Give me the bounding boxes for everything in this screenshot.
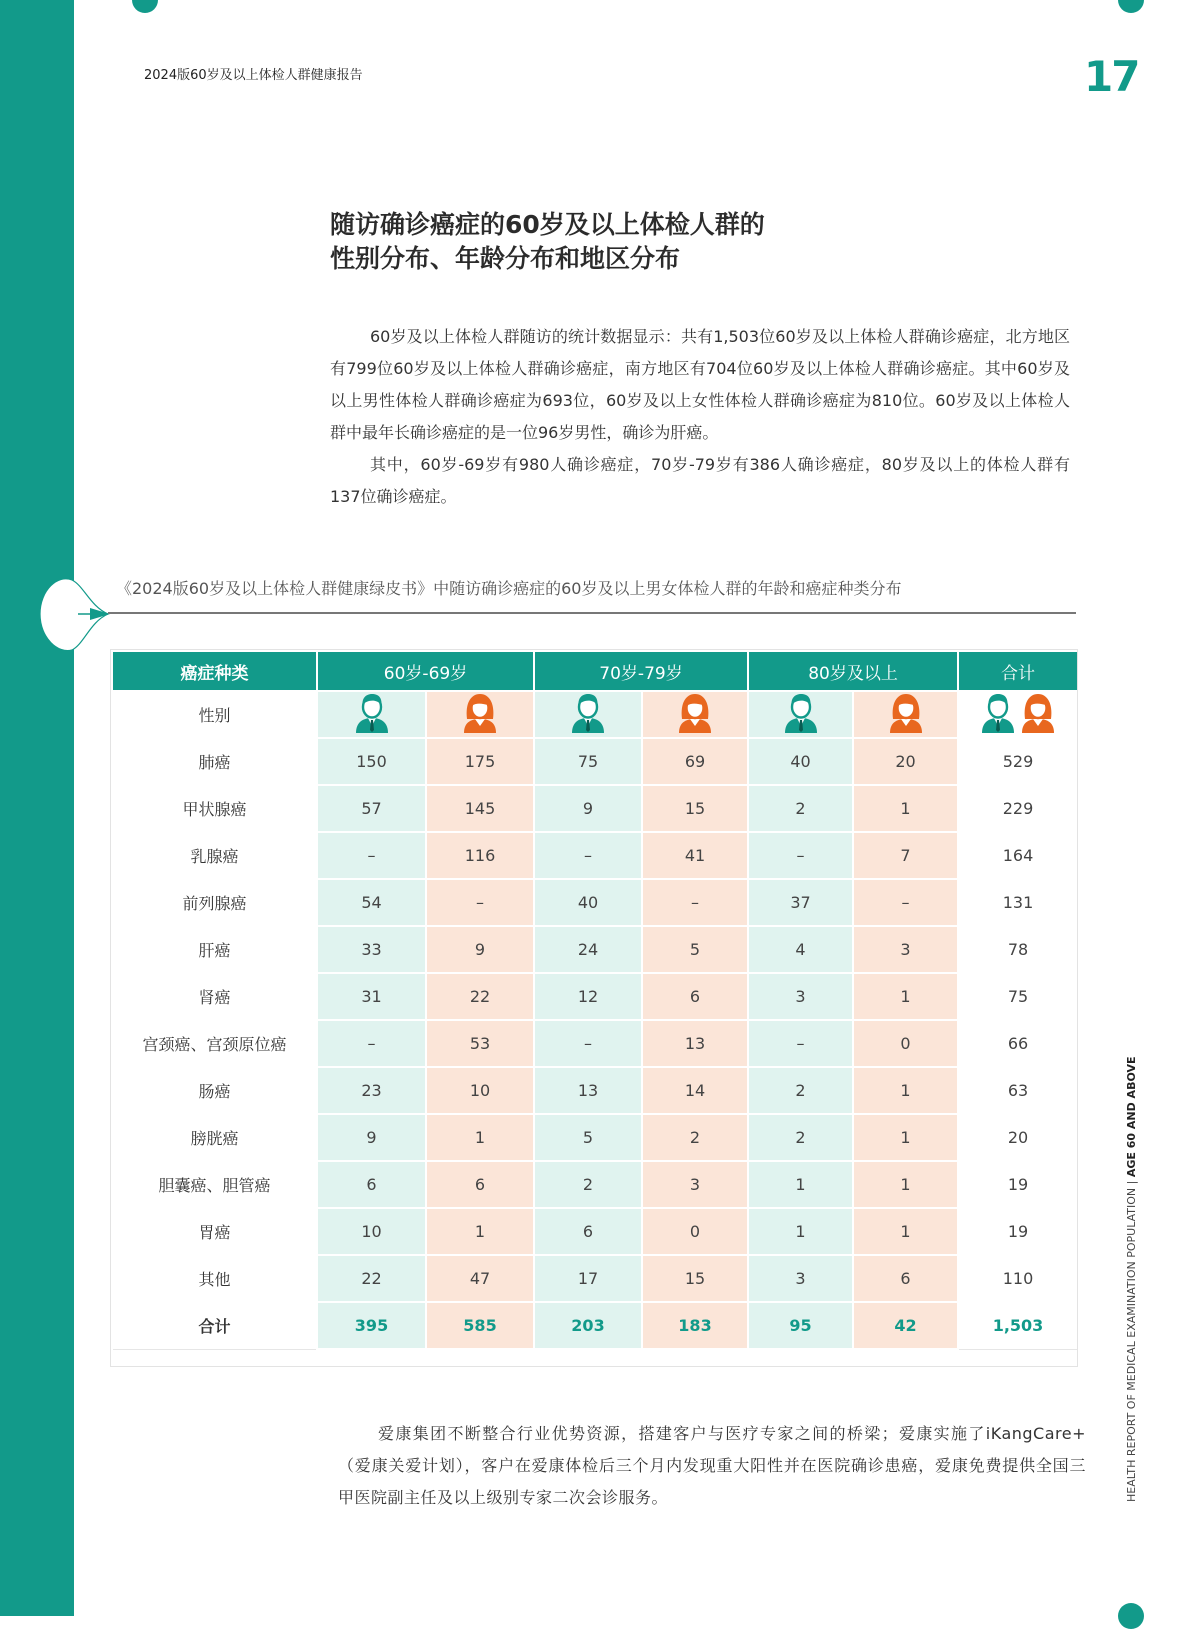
cell-male-60-69: 395 [317, 1302, 426, 1349]
header-age-80-plus: 80岁及以上 [748, 651, 958, 691]
female-person-icon [677, 693, 713, 737]
row-label: 乳腺癌 [112, 832, 317, 879]
cell-female-60-69: 1 [426, 1114, 534, 1161]
cell-male-60-69: 9 [317, 1114, 426, 1161]
cell-female-70-79: 41 [642, 832, 748, 879]
cell-female-80-plus: 20 [853, 738, 958, 785]
male-cell [317, 691, 426, 738]
cell-female-80-plus: 1 [853, 1208, 958, 1255]
table-caption: 《2024版60岁及以上体检人群健康绿皮书》中随访确诊癌症的60岁及以上男女体检人群的年龄和癌症种类分布 [116, 579, 902, 598]
female-cell [642, 691, 748, 738]
cell-female-70-79: 15 [642, 1255, 748, 1302]
outro-text [338, 1418, 1086, 1514]
row-label: 甲状腺癌 [112, 785, 317, 832]
row-label: 胃癌 [112, 1208, 317, 1255]
table-row [112, 1255, 1078, 1302]
cell-male-80-plus: 40 [748, 738, 853, 785]
cell-female-60-69: 9 [426, 926, 534, 973]
cell-male-70-79: 12 [534, 973, 642, 1020]
cell-male-60-69: 22 [317, 1255, 426, 1302]
cell-male-70-79: 75 [534, 738, 642, 785]
cell-male-80-plus: 95 [748, 1302, 853, 1349]
cell-male-70-79: 5 [534, 1114, 642, 1161]
cell-female-60-69: 145 [426, 785, 534, 832]
cell-female-70-79: 13 [642, 1020, 748, 1067]
cell-male-70-79: 24 [534, 926, 642, 973]
cell-male-80-plus: 2 [748, 1067, 853, 1114]
page-title [330, 208, 765, 276]
cell-female-70-79: 2 [642, 1114, 748, 1161]
cell-female-60-69: 6 [426, 1161, 534, 1208]
cell-female-80-plus: 0 [853, 1020, 958, 1067]
table-row [112, 973, 1078, 1020]
cell-female-70-79: – [642, 879, 748, 926]
cell-male-80-plus: 2 [748, 1114, 853, 1161]
cell-female-70-79: 183 [642, 1302, 748, 1349]
cell-total: 164 [958, 832, 1078, 879]
cell-female-80-plus: 1 [853, 785, 958, 832]
row-label: 肺癌 [112, 738, 317, 785]
cell-total: 78 [958, 926, 1078, 973]
cell-female-70-79: 15 [642, 785, 748, 832]
cell-male-80-plus: 1 [748, 1208, 853, 1255]
side-label-bold: AGE 60 AND ABOVE [1125, 1056, 1138, 1178]
table-row [112, 1208, 1078, 1255]
row-label: 胆囊癌、胆管癌 [112, 1161, 317, 1208]
male-person-icon [980, 693, 1016, 737]
row-label: 其他 [112, 1255, 317, 1302]
cell-female-80-plus: 3 [853, 926, 958, 973]
table-row [112, 785, 1078, 832]
page-number: 17 [1084, 52, 1139, 101]
table-row [112, 926, 1078, 973]
cell-total: 63 [958, 1067, 1078, 1114]
cell-male-70-79: – [534, 832, 642, 879]
cell-female-70-79: 6 [642, 973, 748, 1020]
table-row [112, 1067, 1078, 1114]
cell-female-60-69: 116 [426, 832, 534, 879]
female-cell [853, 691, 958, 738]
cell-female-60-69: 175 [426, 738, 534, 785]
row-label: 膀胱癌 [112, 1114, 317, 1161]
table-row [112, 1114, 1078, 1161]
cell-male-80-plus: 3 [748, 973, 853, 1020]
cell-female-60-69: 1 [426, 1208, 534, 1255]
cell-female-70-79: 0 [642, 1208, 748, 1255]
male-person-icon [783, 693, 819, 737]
cell-total: 229 [958, 785, 1078, 832]
cell-female-80-plus: 42 [853, 1302, 958, 1349]
cell-total: 20 [958, 1114, 1078, 1161]
cell-male-80-plus: – [748, 832, 853, 879]
table-header-row [112, 651, 1078, 691]
table-row [112, 1020, 1078, 1067]
cell-male-70-79: 6 [534, 1208, 642, 1255]
cell-female-60-69: 22 [426, 973, 534, 1020]
row-label: 合计 [112, 1302, 317, 1349]
female-person-icon [888, 693, 924, 737]
cell-total: 19 [958, 1161, 1078, 1208]
cell-female-70-79: 5 [642, 926, 748, 973]
header-age-70-79: 70岁-79岁 [534, 651, 748, 691]
cell-female-60-69: 10 [426, 1067, 534, 1114]
top-left-dot [132, 0, 158, 13]
table-row [112, 738, 1078, 785]
row-label: 肠癌 [112, 1067, 317, 1114]
female-cell [426, 691, 534, 738]
cell-male-70-79: 40 [534, 879, 642, 926]
table-row [112, 879, 1078, 926]
cell-male-60-69: 23 [317, 1067, 426, 1114]
leaf-marker-icon [38, 578, 110, 652]
cell-female-70-79: 3 [642, 1161, 748, 1208]
cell-male-60-69: 31 [317, 973, 426, 1020]
gender-row [112, 691, 1078, 738]
cell-male-60-69: 33 [317, 926, 426, 973]
cell-total: 75 [958, 973, 1078, 1020]
cell-total: 19 [958, 1208, 1078, 1255]
cell-male-80-plus: 1 [748, 1161, 853, 1208]
intro-paragraph-1: 60岁及以上体检人群随访的统计数据显示：共有1,503位60岁及以上体检人群确诊癌症，北方地区有799位60岁及以上体检人群确诊癌症，南方地区有704位60岁及以上体检人群确诊癌症。其中60岁及以上男性体检人群确诊癌症为693位，60岁及以上女性体检人群确诊癌症为810位。60岁及以上体检人群中最年长确诊癌症的是一位96岁男性，确诊为肝癌。 [330, 327, 1070, 442]
outro-paragraph: 爱康集团不断整合行业优势资源，搭建客户与医疗专家之间的桥梁；爱康实施了iKangCare+（爱康关爱计划），客户在爱康体检后三个月内发现重大阳性并在医院确诊患癌，爱康免费提供全国三甲医院副主任及以上级别专家二次会诊服务。 [338, 1424, 1086, 1507]
cell-female-70-79: 69 [642, 738, 748, 785]
header-cancer-type: 癌症种类 [112, 651, 317, 691]
cell-male-70-79: – [534, 1020, 642, 1067]
cell-male-70-79: 203 [534, 1302, 642, 1349]
intro-text [330, 321, 1070, 513]
header-age-60-69: 60岁-69岁 [317, 651, 534, 691]
cell-male-60-69: 10 [317, 1208, 426, 1255]
cell-total: 529 [958, 738, 1078, 785]
cell-male-60-69: 57 [317, 785, 426, 832]
female-person-icon [1020, 693, 1056, 737]
cell-total: 110 [958, 1255, 1078, 1302]
cell-female-80-plus: – [853, 879, 958, 926]
total-row [112, 1302, 1078, 1349]
top-right-dot [1118, 0, 1144, 13]
table-row [112, 832, 1078, 879]
cell-female-80-plus: 1 [853, 1067, 958, 1114]
side-label [1125, 1056, 1139, 1502]
cancer-distribution-table [111, 650, 1079, 1350]
cell-total: 1,503 [958, 1302, 1078, 1349]
cell-male-60-69: 54 [317, 879, 426, 926]
cell-female-80-plus: 7 [853, 832, 958, 879]
total-gender-cell [958, 691, 1078, 738]
gender-label: 性别 [112, 691, 317, 738]
side-label-normal: HEALTH REPORT OF MEDICAL EXAMINATION POPULATION [1125, 1187, 1138, 1502]
cell-female-80-plus: 6 [853, 1255, 958, 1302]
cell-total: 66 [958, 1020, 1078, 1067]
cell-male-60-69: – [317, 1020, 426, 1067]
cell-male-70-79: 13 [534, 1067, 642, 1114]
cell-female-60-69: 585 [426, 1302, 534, 1349]
cell-male-70-79: 2 [534, 1161, 642, 1208]
table-row [112, 1161, 1078, 1208]
male-cell [534, 691, 642, 738]
bottom-right-dot [1118, 1603, 1144, 1629]
cell-male-80-plus: – [748, 1020, 853, 1067]
cell-male-80-plus: 4 [748, 926, 853, 973]
cell-female-80-plus: 1 [853, 1161, 958, 1208]
male-person-icon [354, 693, 390, 737]
cell-female-70-79: 14 [642, 1067, 748, 1114]
female-person-icon [462, 693, 498, 737]
row-label: 肝癌 [112, 926, 317, 973]
side-bar [0, 0, 74, 1616]
cell-total: 131 [958, 879, 1078, 926]
title-line-2: 性别分布、年龄分布和地区分布 [330, 244, 681, 273]
cell-male-70-79: 17 [534, 1255, 642, 1302]
cell-male-60-69: 150 [317, 738, 426, 785]
cell-male-80-plus: 2 [748, 785, 853, 832]
cell-male-60-69: – [317, 832, 426, 879]
cell-female-60-69: 47 [426, 1255, 534, 1302]
cell-female-80-plus: 1 [853, 973, 958, 1020]
row-label: 前列腺癌 [112, 879, 317, 926]
running-header: 2024版60岁及以上体检人群健康报告 [144, 68, 363, 83]
intro-paragraph-2: 其中，60岁-69岁有980人确诊癌症，70岁-79岁有386人确诊癌症，80岁及以上的体检人群有137位确诊癌症。 [330, 455, 1070, 506]
cell-female-60-69: – [426, 879, 534, 926]
cell-female-80-plus: 1 [853, 1114, 958, 1161]
cell-female-60-69: 53 [426, 1020, 534, 1067]
row-label: 宫颈癌、宫颈原位癌 [112, 1020, 317, 1067]
cell-male-60-69: 6 [317, 1161, 426, 1208]
side-label-separator: | [1125, 1180, 1138, 1185]
cell-male-70-79: 9 [534, 785, 642, 832]
male-person-icon [570, 693, 606, 737]
cell-male-80-plus: 37 [748, 879, 853, 926]
caption-divider [108, 612, 1076, 614]
male-cell [748, 691, 853, 738]
cell-male-80-plus: 3 [748, 1255, 853, 1302]
header-total: 合计 [958, 651, 1078, 691]
title-line-1: 随访确诊癌症的60岁及以上体检人群的 [330, 210, 765, 239]
row-label: 肾癌 [112, 973, 317, 1020]
